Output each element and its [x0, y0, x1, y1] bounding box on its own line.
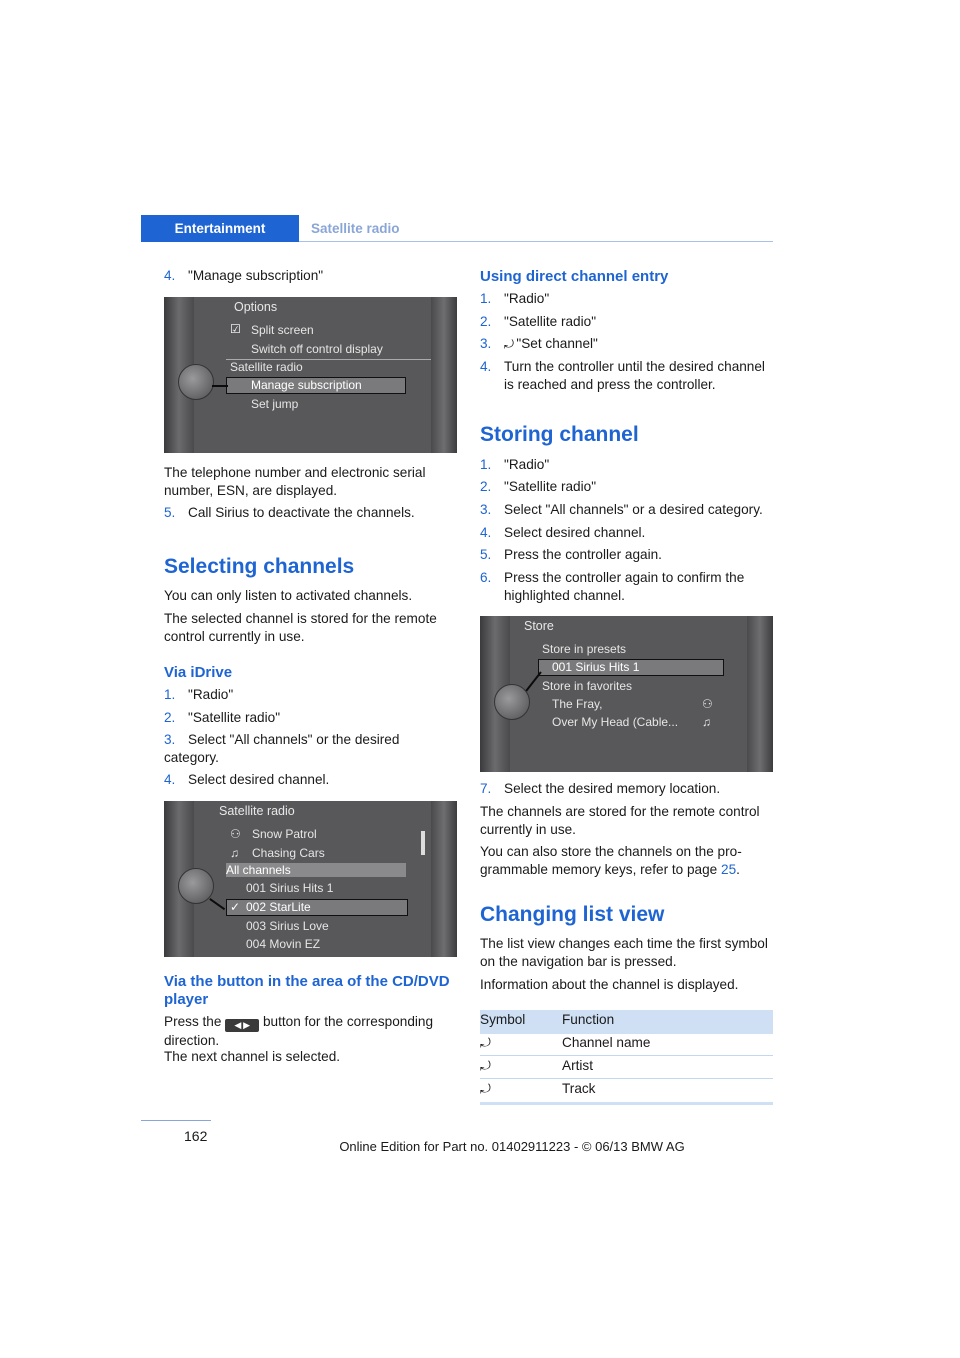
artist-icon: ⤾ [480, 1058, 491, 1073]
list-item: 4. Select desired channel. [480, 525, 646, 540]
menu-row: All channels [226, 863, 291, 877]
menu-row-selected: Manage subscription [251, 378, 362, 392]
menu-row: Chasing Cars [252, 846, 325, 860]
heading-via-idrive: Via iDrive [164, 664, 233, 681]
menu-row: Over My Head (Cable... [552, 715, 679, 729]
menu-row: Snow Patrol [252, 827, 317, 841]
header-rule [299, 241, 773, 242]
paragraph: The next channel is selected. [164, 1049, 341, 1064]
subsection-title: Satellite radio [311, 221, 400, 236]
list-item: 7. Select the desired memory location. [480, 781, 721, 796]
menu-row: Satellite radio [230, 360, 303, 374]
person-icon: ⚇ [702, 697, 713, 711]
paragraph: You can only listen to activated channels. [164, 588, 413, 603]
menu-row: Store in presets [542, 642, 627, 656]
list-item: 6. Press the controller again to confirm the highlighted channel. [480, 570, 745, 603]
page-number: 162 [184, 1128, 208, 1144]
arrow-buttons-icon: ◀ ▶ [225, 1019, 259, 1032]
check-icon: ☑ [230, 322, 241, 336]
heading-storing-channel: Storing channel [480, 423, 639, 446]
menu-row: Store in favorites [542, 679, 633, 693]
options-screenshot [164, 297, 457, 453]
heading-via-button: Via the button in the area of the CD/DVD player [164, 973, 450, 1008]
person-icon: ⚇ [230, 827, 241, 841]
list-item: 2. "Satellite radio" [480, 314, 597, 329]
channel-name-icon: ⤾ [480, 1035, 491, 1050]
paragraph: You can also store the channels on the pro-grammable memory keys, refer to page 25. [480, 844, 742, 877]
track-icon: ⤾ [480, 1081, 491, 1096]
paragraph: The selected channel is stored for the remote control currently in use. [164, 611, 437, 644]
footer-rule [141, 1120, 211, 1121]
menu-row: 004 Movin EZ [246, 937, 321, 951]
list-item: 3. Select "All channels" or a desired category. [480, 502, 763, 517]
esn-paragraph: The telephone number and electronic serial number, ESN, are displayed. [164, 465, 426, 498]
heading-changing-list-view: Changing list view [480, 903, 665, 926]
table-bottom-rule [480, 1102, 773, 1105]
paragraph: The channels are stored for the remote control currently in use. [480, 804, 760, 837]
menu-row-selected: 002 StarLite [246, 900, 311, 914]
list-item: 5. Press the controller again. [480, 547, 662, 562]
list-item: 3. Select "All channels" or the desired category. [164, 732, 400, 765]
menu-row-selected: 001 Sirius Hits 1 [552, 660, 640, 674]
heading-direct-entry: Using direct channel entry [480, 268, 669, 285]
table-row: Artist [562, 1058, 593, 1073]
table-row: Track [562, 1081, 596, 1096]
button-paragraph: Press the ◀ ▶ button for the corresponding direction. [164, 1014, 434, 1048]
menu-row: Set jump [251, 397, 299, 411]
music-note-icon: ♫ [702, 715, 711, 729]
screen-title: Options [234, 300, 278, 314]
menu-row: Split screen [251, 323, 314, 337]
table-col-symbol: Symbol [480, 1012, 526, 1027]
edition-footer: Online Edition for Part no. 01402911223 - © 06/13 BMW AG [339, 1139, 685, 1154]
paragraph: The list view changes each time the first symbol on the navigation bar is pressed. [480, 936, 768, 969]
step-call-sirius: 5. Call Sirius to deactivate the channels. [164, 505, 415, 520]
list-item: 2. "Satellite radio" [480, 479, 597, 494]
satellite-radio-screenshot [164, 801, 457, 957]
list-item: 1. "Radio" [480, 291, 550, 306]
page-reference-link[interactable]: 25 [721, 862, 737, 877]
store-screenshot [480, 616, 773, 772]
table-row: Channel name [562, 1035, 651, 1050]
list-item: 1. "Radio" [164, 687, 234, 702]
section-tab: Entertainment [141, 215, 299, 242]
screen-title: Store [524, 619, 554, 633]
list-item: 1. "Radio" [480, 457, 550, 472]
menu-row: 001 Sirius Hits 1 [246, 881, 334, 895]
table-col-function: Function [562, 1012, 615, 1027]
screen-title: Satellite radio [219, 804, 295, 818]
list-item: 4. Turn the controller until the desired channel is reached and press the controller. [480, 359, 765, 392]
paragraph: Information about the channel is displayed. [480, 977, 739, 992]
list-item: 2. "Satellite radio" [164, 710, 281, 725]
list-item: 4. Select desired channel. [164, 772, 330, 787]
music-note-icon: ♫ [230, 846, 239, 860]
menu-row: 003 Sirius Love [246, 919, 329, 933]
menu-row: Switch off control display [251, 342, 383, 356]
step-manage-subscription: 4. "Manage subscription" [164, 268, 324, 283]
list-item: 3. ⤾ "Set channel" [480, 336, 598, 351]
check-icon: ✓ [230, 900, 241, 914]
menu-row: The Fray, [552, 697, 603, 711]
heading-selecting-channels: Selecting channels [164, 555, 355, 578]
set-channel-icon: ⤾ [504, 337, 517, 351]
